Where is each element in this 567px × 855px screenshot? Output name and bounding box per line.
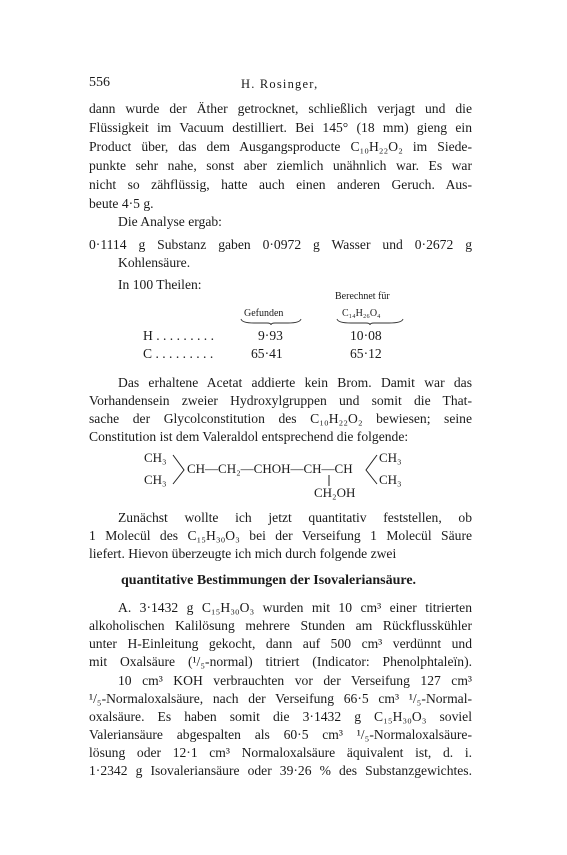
formula-branch: CH₂OH [314, 485, 356, 500]
formula-chain: CH—CH₂—CHOH—CH—CH [187, 461, 353, 476]
running-title: H. Rosinger, [241, 77, 319, 91]
paragraph-line: Flüssigkeit im Vacuum destilliert. Bei 145° (18 mm) gieng ein [89, 120, 472, 135]
paragraph-line: Zunächst wollte ich jetzt quantitativ feststellen, ob [118, 510, 472, 525]
paragraph-line: 1·2342 g Isovaleriansäure oder 39·26 % des Substanzgewichtes. [89, 763, 472, 778]
formula-right-top: CH₃ [379, 450, 402, 465]
table-row-found: 65·41 [251, 346, 283, 361]
measurement-line: 0·1114 g Substanz gaben 0·0972 g Wasser und 0·2672 g [89, 237, 472, 252]
paragraph-line: mit Oxalsäure (¹/₅-normal) titriert (Indicator: Phenolphtaleïn). [89, 654, 472, 669]
paragraph-line: Valeriansäure abgespalten als 60·5 cm³ ¹/₅-Normaloxalsäure- [89, 727, 472, 742]
calc-brace [336, 318, 404, 326]
paragraph-line: sache der Glycolconstitution des C₁₀H₂₂O₂ bewiesen; seine [89, 411, 472, 426]
paragraph-line: nicht so zähflüssig, hatte auch einen anderen Geruch. Aus- [89, 177, 472, 192]
formula-left-top: CH₃ [144, 450, 167, 465]
paragraph-line: 10 cm³ KOH verbrauchten vor der Verseifung 127 cm³ [118, 673, 472, 688]
paragraph-line: liefert. Hievon überzeugte ich mich durch folgende zwei [89, 546, 397, 561]
paragraph-line: oxalsäure. Es haben somit die 3·1432 g C₁₅H₃₀O₃ soviel [89, 709, 472, 724]
table-row-found: 9·93 [258, 328, 283, 343]
paragraph-line: beute 4·5 g. [89, 196, 154, 211]
paragraph-line: dann wurde der Äther getrocknet, schließlich verjagt und die [89, 101, 472, 116]
paragraph-line: alkoholischen Kalilösung mehrere Stunden am Rückflusskühler [89, 618, 472, 633]
calc-header-line1: Berechnet für [335, 291, 390, 302]
paragraph-line: A. 3·1432 g C₁₅H₃₀O₃ wurden mit 10 cm³ einer titrierten [118, 600, 472, 615]
paragraph-line: punkte sehr nahe, sonst aber ziemlich unähnlich war. Es war [89, 158, 472, 173]
paragraph-line: 1 Molecül des C₁₅H₃₀O₃ bei der Verseifung 1 Molecül Säure [89, 528, 472, 543]
table-row-calc: 10·08 [350, 328, 382, 343]
table-row-calc: 65·12 [350, 346, 382, 361]
paragraph-line: lösung oder 12·1 cm³ Normaloxalsäure äquivalent ist, d. i. [89, 745, 472, 760]
calc-header-formula: C₁₄H₂₆O₄ [342, 308, 381, 319]
paragraph-line: Product über, das dem Ausgangsproducte C₁₀H₂₂O₂ im Siede- [89, 139, 472, 154]
per-100-label: In 100 Theilen: [118, 277, 202, 292]
table-row-element: H . . . . . . . . . [143, 328, 214, 343]
formula-right-bottom: CH₃ [379, 472, 402, 487]
section-heading: quantitative Bestimmungen der Isovaleriansäure. [121, 573, 417, 588]
paragraph-line: unter H-Einleitung gekocht, dann auf 500 cm³ verdünnt und [89, 636, 472, 651]
table-row-element: C . . . . . . . . . [143, 346, 214, 361]
paragraph-line: Constitution ist dem Valeraldol entsprechend die folgende: [89, 429, 409, 444]
page-number: 556 [89, 75, 110, 90]
paragraph-line: Das erhaltene Acetat addierte kein Brom. Damit war das [118, 375, 472, 390]
found-header: Gefunden [244, 308, 284, 319]
formula-left-bottom: CH₃ [144, 472, 167, 487]
found-brace [240, 318, 302, 326]
measurement-line: Kohlensäure. [118, 255, 191, 270]
paragraph-line: Vorhandensein zweier Hydroxylgruppen und somit die That- [89, 393, 472, 408]
formula-right-bond [364, 453, 378, 487]
formula-left-bond [172, 453, 186, 487]
paragraph-line: ¹/₅-Normaloxalsäure, nach der Verseifung 66·5 cm³ ¹/₅-Normal- [89, 691, 472, 706]
analysis-intro: Die Analyse ergab: [118, 214, 222, 229]
